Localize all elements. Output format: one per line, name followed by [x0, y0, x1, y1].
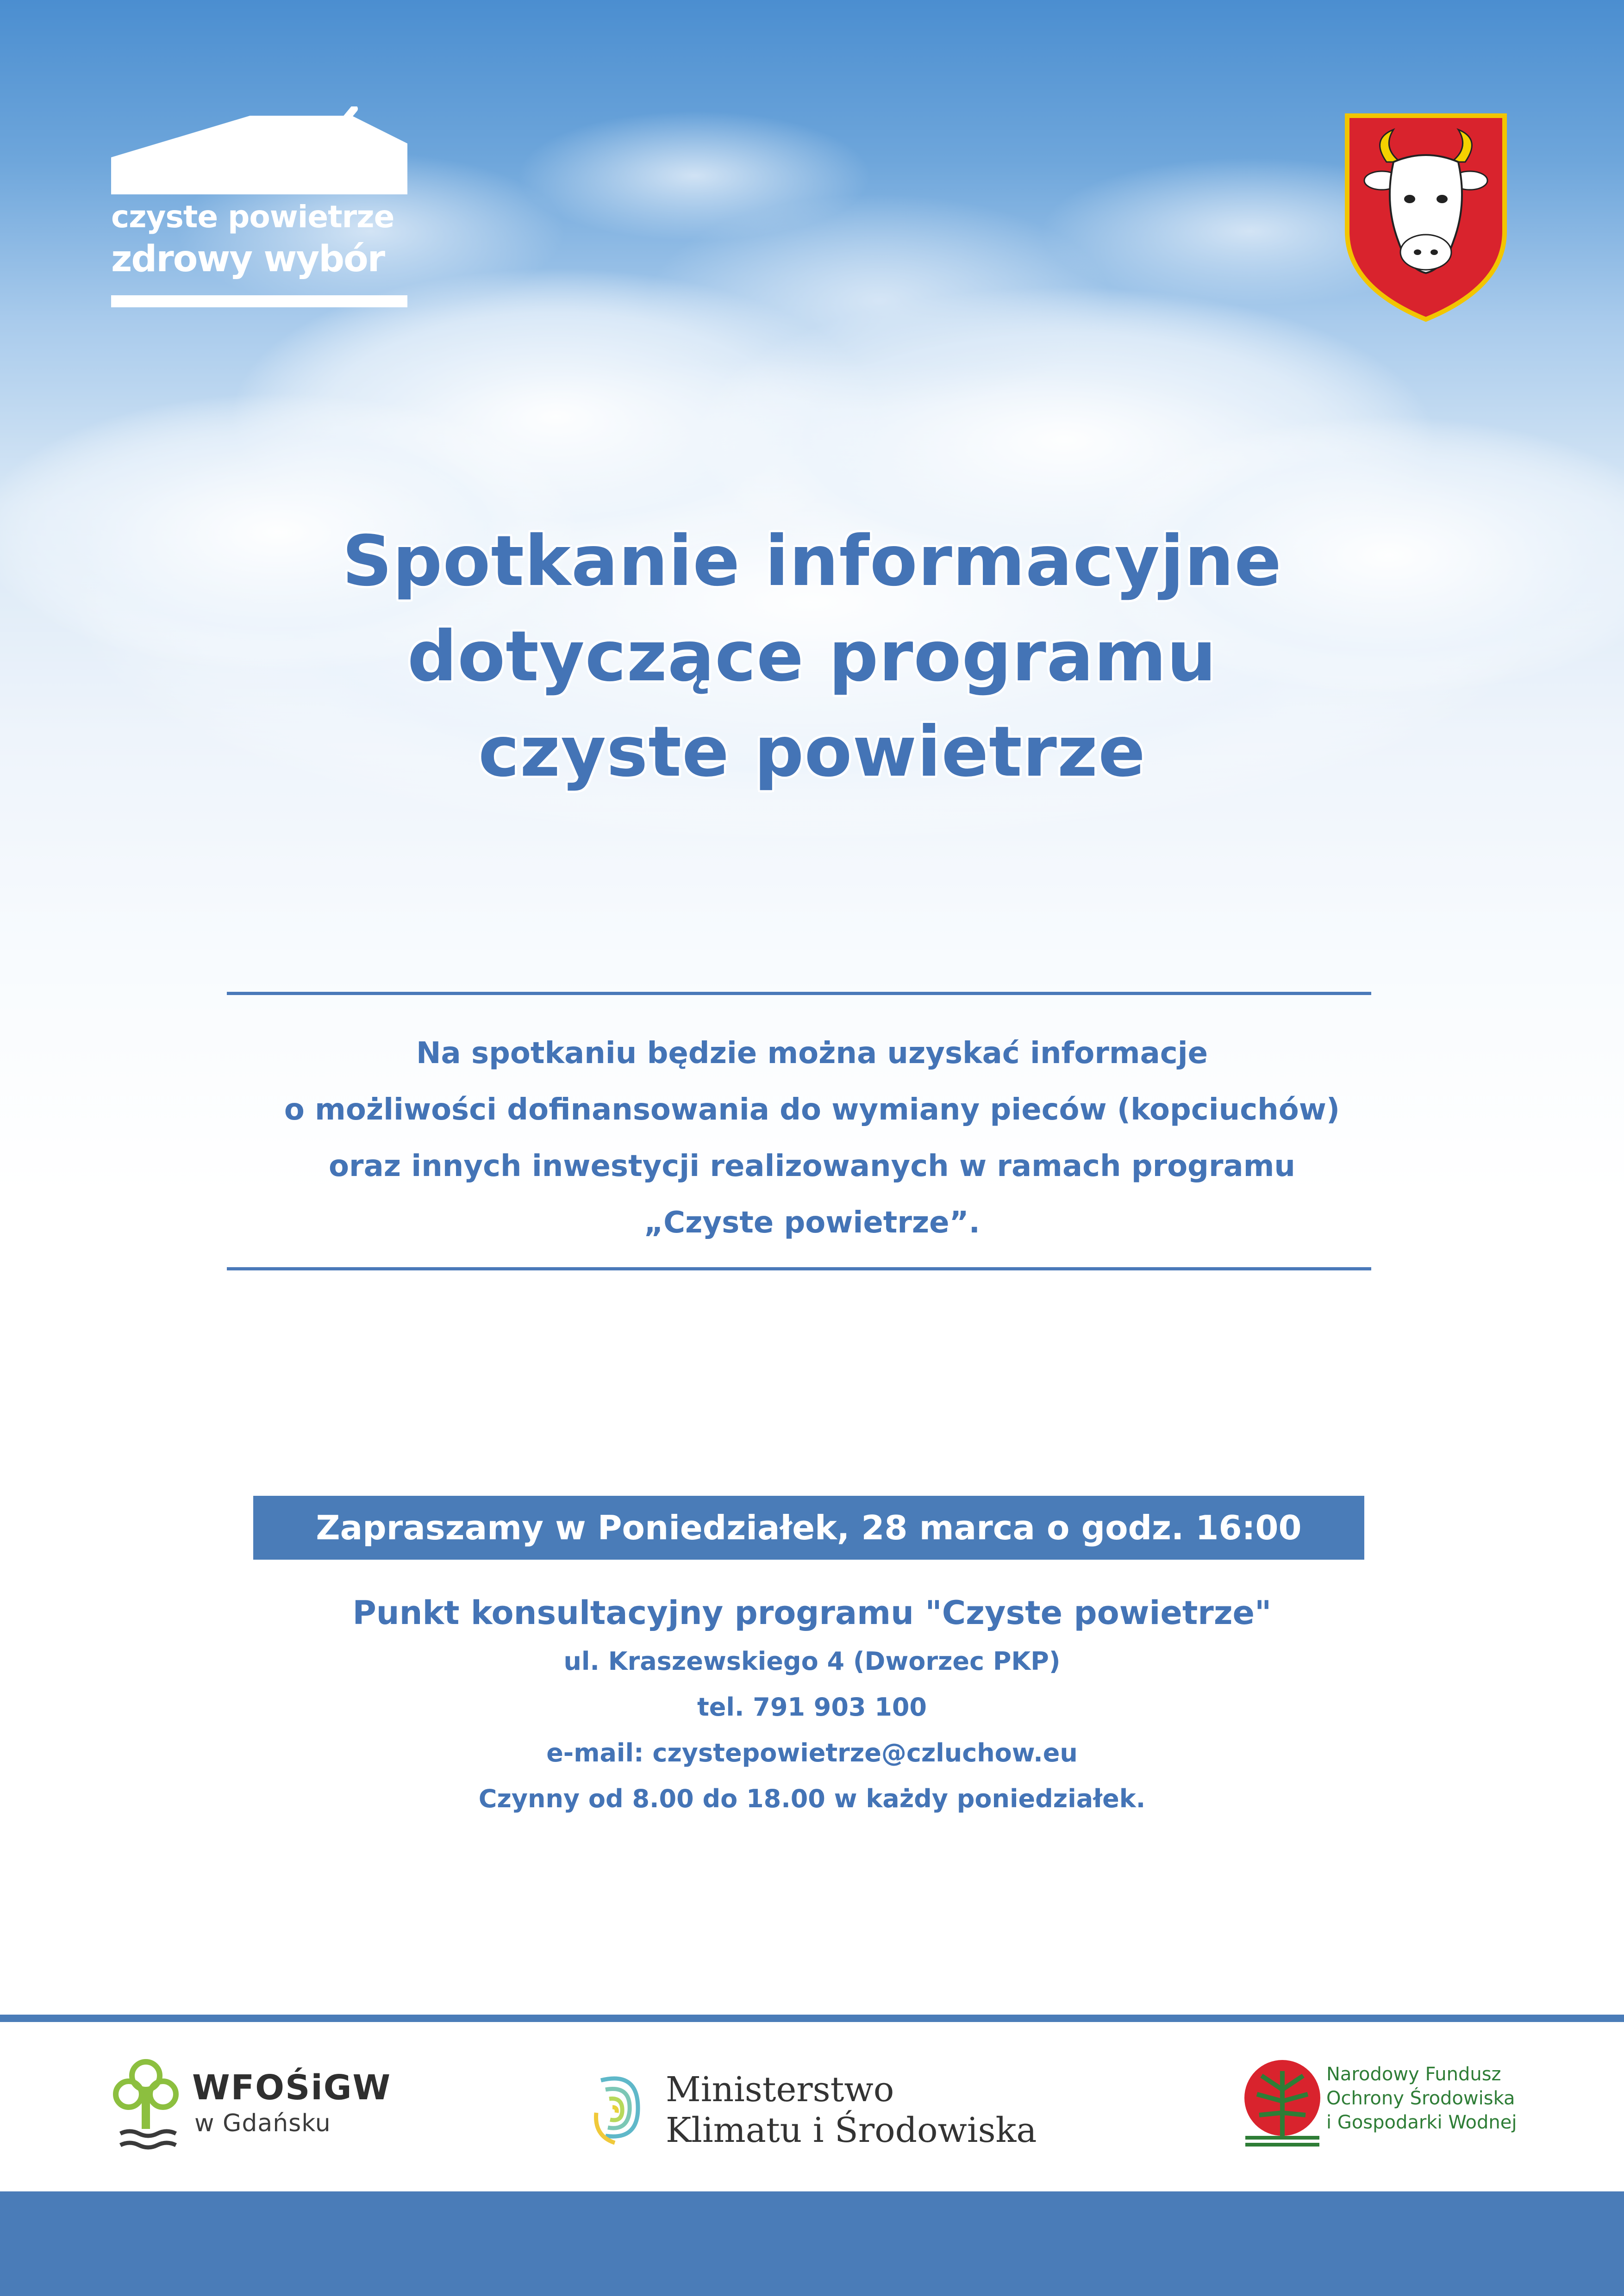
nfosigw-line-3: i Gospodarki Wodnej [1326, 2112, 1517, 2133]
info-divider-top [227, 992, 1371, 995]
title-line-1: Spotkanie informacyjne [342, 521, 1282, 602]
title-line-2: dotyczące programu [407, 616, 1217, 697]
consultation-point [118, 1587, 1506, 1822]
ministry-logo [587, 2064, 1050, 2157]
info-line-2: o możliwości dofinansowania do wymiany pieców (kopciuchów) [284, 1093, 1340, 1127]
house-check-icon [111, 106, 407, 199]
footer-divider [0, 2015, 1624, 2022]
consultation-address: ul. Kraszewskiego 4 (Dworzec PKP) [563, 1647, 1061, 1676]
nfosigw-logo [1243, 2057, 1530, 2159]
swirl-icon [587, 2066, 652, 2150]
consultation-title: Punkt konsultacyjny programu "Czyste powietrze" [352, 1594, 1272, 1632]
czyste-powietrze-logo [111, 106, 407, 310]
ministry-line-1: Ministerstwo [666, 2070, 894, 2109]
logo-underline [111, 295, 407, 307]
nfosigw-line-2: Ochrony Środowiska [1326, 2088, 1515, 2109]
footer-bar [0, 2191, 1624, 2296]
tree-icon [111, 2055, 181, 2152]
ministry-line-2: Klimatu i Środowiska [666, 2110, 1037, 2150]
info-line-1: Na spotkaniu będzie można uzyskać informacje [416, 1036, 1208, 1070]
consultation-email: e-mail: czystepowietrze@czluchow.eu [546, 1738, 1078, 1767]
invitation-banner [253, 1496, 1364, 1560]
info-line-3: oraz innych inwestycji realizowanych w ramach programu [329, 1149, 1295, 1183]
info-text [118, 1025, 1506, 1251]
bull-coat-of-arms-icon [1343, 111, 1509, 324]
info-divider-bottom [227, 1267, 1371, 1270]
invitation-text: Zapraszamy w Poniedziałek, 28 marca o godz. 16:00 [316, 1508, 1302, 1547]
sun-tree-icon [1243, 2057, 1322, 2150]
wfosigw-logo [111, 2055, 398, 2157]
consultation-hours: Czynny od 8.00 do 18.00 w każdy poniedziałek. [478, 1784, 1146, 1813]
wfosigw-name: WFOŚiGW [192, 2068, 392, 2108]
nfosigw-line-1: Narodowy Fundusz [1326, 2064, 1501, 2085]
info-line-4: „Czyste powietrze”. [644, 1206, 980, 1240]
logo-line-1: czyste powietrze [111, 199, 394, 235]
poster-title [118, 514, 1506, 800]
wfosigw-location: w Gdańsku [194, 2109, 331, 2137]
title-line-3: czyste powietrze [478, 712, 1146, 792]
logo-line-2: zdrowy wybór [111, 238, 385, 280]
consultation-phone: tel. 791 903 100 [697, 1692, 927, 1722]
